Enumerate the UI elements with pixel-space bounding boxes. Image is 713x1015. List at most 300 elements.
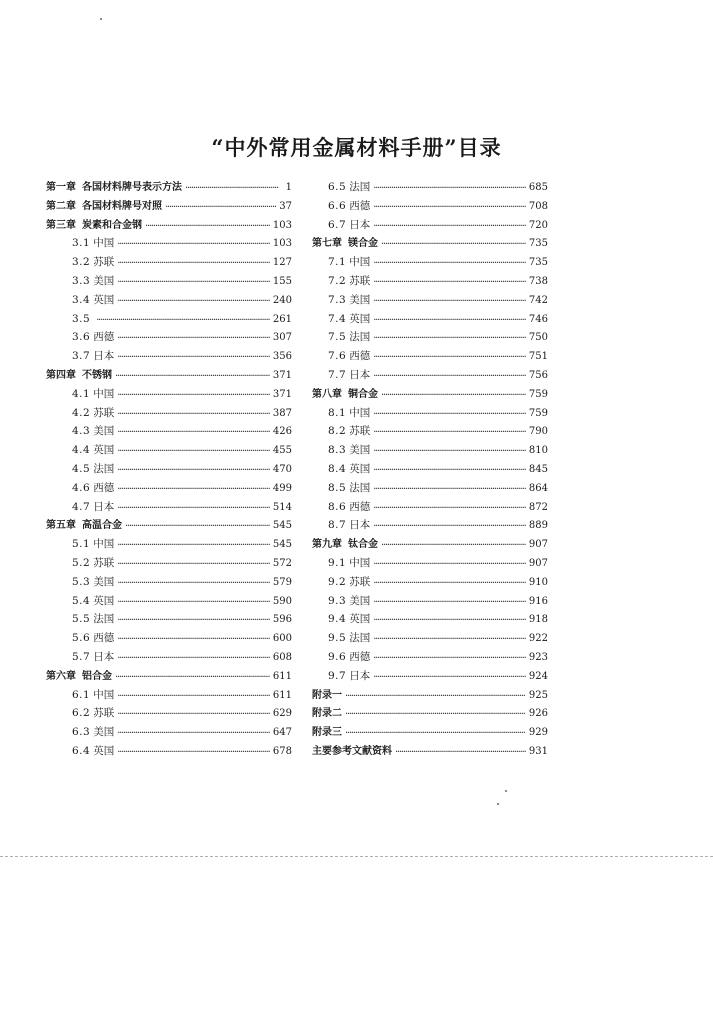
toc-entry-section	[312, 592, 548, 611]
toc-entry-section	[46, 253, 292, 272]
entry-page-number: 907	[528, 539, 548, 551]
entry-number: 3.6	[72, 331, 91, 344]
entry-page-number: 790	[528, 426, 548, 438]
entry-page-number: 572	[272, 557, 292, 569]
entry-number: 8.4	[328, 462, 347, 475]
toc-entry-section	[312, 347, 548, 366]
entry-page-number: 590	[272, 595, 292, 607]
dot-leader	[117, 480, 270, 492]
entry-title: 美国	[93, 274, 115, 287]
entry-page-number: 371	[272, 388, 292, 400]
dot-leader	[373, 555, 526, 567]
dot-leader	[373, 423, 526, 435]
toc-entry-section	[46, 385, 292, 404]
entry-number: 7.5	[328, 331, 347, 344]
entry-number: 4.7	[72, 500, 91, 513]
entry-number: 6.6	[328, 199, 347, 212]
toc-entry-section	[46, 610, 292, 629]
entry-title: 苏联	[349, 274, 371, 287]
toc-entry-section	[46, 629, 292, 648]
entry-page-number: 759	[528, 388, 548, 400]
entry-page-number: 750	[528, 332, 548, 344]
entry-title: 法国	[349, 481, 371, 494]
entry-number: 8.3	[328, 444, 347, 457]
entry-number: 8.2	[328, 425, 347, 438]
entry-page-number: 923	[528, 651, 548, 663]
entry-page-number: 356	[272, 351, 292, 363]
dot-leader	[117, 423, 270, 435]
entry-number: 6.4	[72, 744, 91, 757]
entry-page-number: 678	[272, 745, 292, 757]
toc-entry-section	[312, 422, 548, 441]
dot-leader	[117, 461, 270, 473]
toc-entry-section	[312, 516, 548, 535]
entry-title: 附录一	[312, 689, 342, 701]
toc-entry-section	[46, 272, 292, 291]
dot-leader	[117, 630, 270, 642]
entry-number: 5.4	[72, 594, 91, 607]
entry-number: 第七章	[312, 238, 342, 250]
toc-entry-section	[46, 686, 292, 705]
entry-page-number: 922	[528, 633, 548, 645]
entry-title: 苏联	[93, 556, 115, 569]
toc-entry-section	[46, 479, 292, 498]
entry-number: 9.2	[328, 575, 347, 588]
toc-entry-section	[46, 441, 292, 460]
entry-title: 西德	[349, 350, 371, 363]
toc-entry-chapter	[312, 742, 548, 761]
entry-number: 第四章	[46, 369, 76, 381]
entry-title: 西德	[349, 199, 371, 212]
entry-page-number: 685	[528, 182, 548, 193]
entry-number: 6.3	[72, 726, 91, 739]
entry-page-number: 455	[272, 445, 292, 457]
entry-page-number: 261	[272, 313, 292, 325]
toc-entry-section	[46, 648, 292, 667]
entry-title: 中国	[93, 538, 115, 551]
entry-title: 炭素和合金钢	[82, 219, 142, 231]
dot-leader	[117, 574, 270, 586]
entry-number: 7.4	[328, 312, 347, 325]
entry-page-number: 925	[528, 689, 548, 701]
entry-page-number: 514	[272, 501, 292, 513]
dot-leader	[381, 536, 526, 548]
entry-number: 3.2	[72, 256, 91, 269]
toc-entry-section	[312, 648, 548, 667]
entry-number: 第五章	[46, 520, 76, 532]
entry-page-number: 889	[528, 520, 548, 532]
toc-left-column	[46, 178, 292, 761]
dot-leader	[115, 367, 270, 379]
toc-entry-section	[46, 328, 292, 347]
entry-title: 法国	[349, 181, 371, 193]
entry-number: 6.7	[328, 218, 347, 231]
dot-leader	[117, 649, 270, 661]
dot-leader	[381, 386, 526, 398]
entry-title: 日本	[349, 669, 371, 682]
entry-title: 苏联	[349, 425, 371, 438]
entry-title: 附录三	[312, 727, 342, 739]
entry-title: 不锈钢	[82, 369, 112, 381]
scan-artifact-line	[0, 856, 713, 857]
toc-entry-chapter	[312, 723, 548, 742]
toc-entry-section	[46, 291, 292, 310]
entry-page-number: 924	[528, 670, 548, 682]
toc-entry-section	[46, 535, 292, 554]
entry-number: 8.7	[328, 519, 347, 532]
entry-title: 钛合金	[348, 539, 378, 551]
toc-entry-chapter	[312, 234, 548, 253]
entry-title: 英国	[93, 744, 115, 757]
entry-page-number: 579	[272, 576, 292, 588]
entry-page-number: 759	[528, 407, 548, 419]
entry-title: 法国	[93, 613, 115, 626]
entry-title: 苏联	[93, 406, 115, 419]
dot-leader	[373, 329, 526, 341]
toc-entry-section	[312, 404, 548, 423]
entry-title: 镁合金	[348, 238, 378, 250]
entry-page-number: 600	[272, 633, 292, 645]
entry-title: 日本	[349, 368, 371, 381]
dot-leader	[373, 273, 526, 285]
dot-leader	[117, 329, 270, 341]
entry-number: 5.6	[72, 632, 91, 645]
entry-number: 第九章	[312, 539, 342, 551]
entry-page-number: 708	[528, 200, 548, 212]
dot-leader	[117, 705, 270, 717]
entry-title: 西德	[93, 632, 115, 645]
toc-entry-section	[46, 310, 292, 329]
dot-leader	[117, 386, 270, 398]
toc-entry-section	[46, 554, 292, 573]
dot-leader	[373, 292, 526, 304]
dot-leader	[117, 348, 270, 360]
entry-number: 3.3	[72, 274, 91, 287]
entry-page-number: 756	[528, 369, 548, 381]
dot-leader	[117, 536, 270, 548]
dot-leader	[125, 517, 270, 529]
entry-number: 7.1	[328, 256, 347, 269]
dot-leader	[117, 593, 270, 605]
entry-title: 中国	[349, 256, 371, 269]
entry-title: 铜合金	[348, 388, 378, 400]
dot-leader	[373, 611, 526, 623]
toc-entry-section	[46, 404, 292, 423]
toc-entry-chapter	[46, 516, 292, 535]
dot-leader	[345, 705, 525, 717]
entry-page-number: 810	[528, 445, 548, 457]
entry-page-number: 872	[528, 501, 548, 513]
dot-leader	[185, 179, 279, 191]
dot-leader	[373, 405, 526, 417]
entry-page-number: 387	[272, 407, 292, 419]
entry-page-number: 845	[528, 463, 548, 475]
toc-entry-section	[312, 253, 548, 272]
entry-number: 4.2	[72, 406, 91, 419]
entry-page-number: 1	[285, 182, 292, 193]
toc-entry-section	[46, 460, 292, 479]
dot-leader	[373, 574, 526, 586]
entry-title: 日本	[349, 519, 371, 532]
toc-entry-section	[312, 573, 548, 592]
entry-page-number: 864	[528, 482, 548, 494]
entry-number: 8.1	[328, 406, 347, 419]
toc-entry-chapter	[46, 178, 292, 197]
entry-number: 9.4	[328, 613, 347, 626]
entry-title: 英国	[93, 444, 115, 457]
toc-entry-section	[312, 667, 548, 686]
entry-title: 日本	[93, 500, 115, 513]
entry-title: 西德	[93, 481, 115, 494]
page-title: “中外常用金属材料手册”目录	[211, 135, 502, 161]
toc-entry-chapter	[312, 535, 548, 554]
toc-entry-section	[46, 704, 292, 723]
dot-leader	[117, 292, 270, 304]
entry-page-number: 155	[272, 275, 292, 287]
entry-title: 中国	[93, 387, 115, 400]
toc-entry-section	[46, 592, 292, 611]
entry-title: 美国	[93, 425, 115, 438]
entry-page-number: 608	[272, 651, 292, 663]
dot-leader	[117, 687, 270, 699]
toc-entry-section	[312, 629, 548, 648]
entry-number: 5.7	[72, 650, 91, 663]
dot-leader	[117, 273, 270, 285]
entry-number: 第二章	[46, 200, 76, 212]
toc-entry-section	[312, 554, 548, 573]
dot-leader	[373, 311, 526, 323]
toc-entry-section	[312, 610, 548, 629]
toc-entry-section	[46, 422, 292, 441]
toc-entry-section	[46, 723, 292, 742]
entry-title: 中国	[349, 556, 371, 569]
entry-title: 苏联	[93, 707, 115, 720]
dot-leader	[117, 405, 270, 417]
entry-title: 西德	[349, 650, 371, 663]
entry-number: 9.3	[328, 594, 347, 607]
dot-leader	[373, 593, 526, 605]
entry-page-number: 918	[528, 614, 548, 626]
entry-page-number: 470	[272, 463, 292, 475]
dot-leader	[373, 630, 526, 642]
entry-number: 8.6	[328, 500, 347, 513]
entry-title: 英国	[349, 312, 371, 325]
entry-title: 英国	[93, 293, 115, 306]
toc-entry-chapter	[46, 216, 292, 235]
toc-entry-section	[312, 291, 548, 310]
entry-number: 4.6	[72, 481, 91, 494]
toc-entry-section	[312, 310, 548, 329]
dot-leader	[117, 724, 270, 736]
entry-number: 4.3	[72, 425, 91, 438]
toc-entry-section	[312, 328, 548, 347]
entry-page-number: 629	[272, 708, 292, 720]
entry-title: 各国材料牌号表示方法	[82, 182, 182, 193]
entry-title: 美国	[349, 444, 371, 457]
toc-entry-section	[312, 366, 548, 385]
entry-title: 日本	[93, 650, 115, 663]
toc-entry-section	[312, 498, 548, 517]
dot-leader	[373, 254, 526, 266]
entry-number: 5.1	[72, 538, 91, 551]
dot-leader	[373, 198, 526, 210]
entry-page-number: 931	[528, 745, 548, 757]
dot-leader	[117, 743, 270, 755]
entry-number: 3.1	[72, 237, 91, 250]
dot-leader	[117, 442, 270, 454]
entry-page-number: 910	[528, 576, 548, 588]
entry-page-number: 735	[528, 257, 548, 269]
toc-entry-chapter	[312, 704, 548, 723]
entry-title: 中国	[93, 688, 115, 701]
entry-page-number: 499	[272, 482, 292, 494]
entry-page-number: 916	[528, 595, 548, 607]
entry-title: 主要参考文献资料	[312, 745, 392, 757]
entry-number: 4.4	[72, 444, 91, 457]
dot-leader	[373, 668, 526, 680]
scan-speck	[505, 790, 507, 792]
entry-title: 苏联	[93, 256, 115, 269]
toc-entry-section	[312, 272, 548, 291]
entry-page-number: 611	[272, 670, 292, 682]
entry-number: 8.5	[328, 481, 347, 494]
entry-number: 第一章	[46, 182, 76, 193]
dot-leader	[381, 235, 526, 247]
dot-leader	[117, 611, 270, 623]
toc-entry-section	[46, 573, 292, 592]
entry-title: 中国	[93, 237, 115, 250]
entry-title: 美国	[93, 726, 115, 739]
entry-page-number: 545	[272, 520, 292, 532]
toc-entry-chapter	[46, 667, 292, 686]
scan-speck	[100, 18, 102, 20]
dot-leader	[373, 649, 526, 661]
entry-title: 铝合金	[82, 670, 112, 682]
entry-number: 7.7	[328, 368, 347, 381]
dot-leader	[345, 687, 525, 699]
entry-title: 附录二	[312, 708, 342, 720]
dot-leader	[117, 254, 270, 266]
entry-title: 中国	[349, 406, 371, 419]
entry-page-number: 751	[528, 351, 548, 363]
dot-leader	[373, 442, 526, 454]
toc-entry-section	[312, 460, 548, 479]
entry-title: 美国	[349, 594, 371, 607]
entry-number: 7.6	[328, 350, 347, 363]
toc-entry-chapter	[312, 385, 548, 404]
entry-title: 法国	[349, 331, 371, 344]
toc-entry-section	[312, 479, 548, 498]
entry-number: 第三章	[46, 219, 76, 231]
dot-leader	[373, 367, 526, 379]
entry-title: 各国材料牌号对照	[82, 200, 162, 212]
entry-number: 6.5	[328, 181, 347, 193]
dot-leader	[115, 668, 270, 680]
entry-page-number: 103	[272, 219, 292, 231]
dot-leader	[373, 217, 526, 229]
entry-number: 3.5	[72, 312, 91, 325]
toc-entry-section	[312, 178, 548, 197]
entry-number: 7.3	[328, 293, 347, 306]
entry-page-number: 545	[272, 539, 292, 551]
entry-number: 9.5	[328, 632, 347, 645]
entry-page-number: 103	[272, 238, 292, 250]
entry-page-number: 240	[272, 294, 292, 306]
entry-title: 美国	[93, 575, 115, 588]
entry-title: 苏联	[349, 575, 371, 588]
entry-title: 法国	[349, 632, 371, 645]
entry-page-number: 371	[272, 369, 292, 381]
toc-entry-section	[312, 441, 548, 460]
toc-entry-section	[46, 498, 292, 517]
dot-leader	[165, 198, 276, 210]
dot-leader	[373, 480, 526, 492]
entry-number: 第六章	[46, 670, 76, 682]
entry-page-number: 426	[272, 426, 292, 438]
entry-page-number: 720	[528, 219, 548, 231]
entry-page-number: 742	[528, 294, 548, 306]
entry-title: 日本	[93, 350, 115, 363]
entry-page-number: 746	[528, 313, 548, 325]
entry-page-number: 907	[528, 557, 548, 569]
entry-number: 3.4	[72, 293, 91, 306]
entry-page-number: 127	[272, 257, 292, 269]
entry-number: 第八章	[312, 388, 342, 400]
entry-title: 西德	[349, 500, 371, 513]
entry-number: 5.5	[72, 613, 91, 626]
entry-page-number: 596	[272, 614, 292, 626]
dot-leader	[373, 499, 526, 511]
entry-title: 日本	[349, 218, 371, 231]
toc-entry-section	[46, 234, 292, 253]
entry-title: 高温合金	[82, 520, 122, 532]
entry-number: 7.2	[328, 274, 347, 287]
dot-leader	[395, 743, 526, 755]
entry-title: 英国	[349, 613, 371, 626]
entry-number: 3.7	[72, 350, 91, 363]
entry-page-number: 926	[528, 708, 548, 720]
dot-leader	[117, 235, 270, 247]
dot-leader	[117, 555, 270, 567]
entry-number: 9.6	[328, 650, 347, 663]
entry-page-number: 735	[528, 238, 548, 250]
entry-page-number: 738	[528, 275, 548, 287]
entry-page-number: 37	[279, 200, 292, 212]
entry-title: 西德	[93, 331, 115, 344]
toc-entry-chapter	[46, 197, 292, 216]
toc-entry-chapter	[46, 366, 292, 385]
entry-page-number: 307	[272, 332, 292, 344]
dot-leader	[117, 499, 270, 511]
entry-page-number: 611	[272, 689, 292, 701]
entry-number: 5.3	[72, 575, 91, 588]
entry-page-number: 647	[272, 727, 292, 739]
scan-speck	[497, 803, 499, 805]
entry-number: 4.5	[72, 462, 91, 475]
dot-leader	[145, 217, 270, 229]
entry-number: 6.1	[72, 688, 91, 701]
entry-number: 9.1	[328, 556, 347, 569]
entry-title: 法国	[93, 462, 115, 475]
entry-number: 4.1	[72, 387, 91, 400]
dot-leader	[373, 517, 526, 529]
entry-number: 5.2	[72, 556, 91, 569]
toc-entry-chapter	[312, 686, 548, 705]
entry-title: 美国	[349, 293, 371, 306]
dot-leader	[345, 724, 525, 736]
dot-leader	[373, 461, 526, 473]
toc-right-column	[312, 178, 548, 761]
